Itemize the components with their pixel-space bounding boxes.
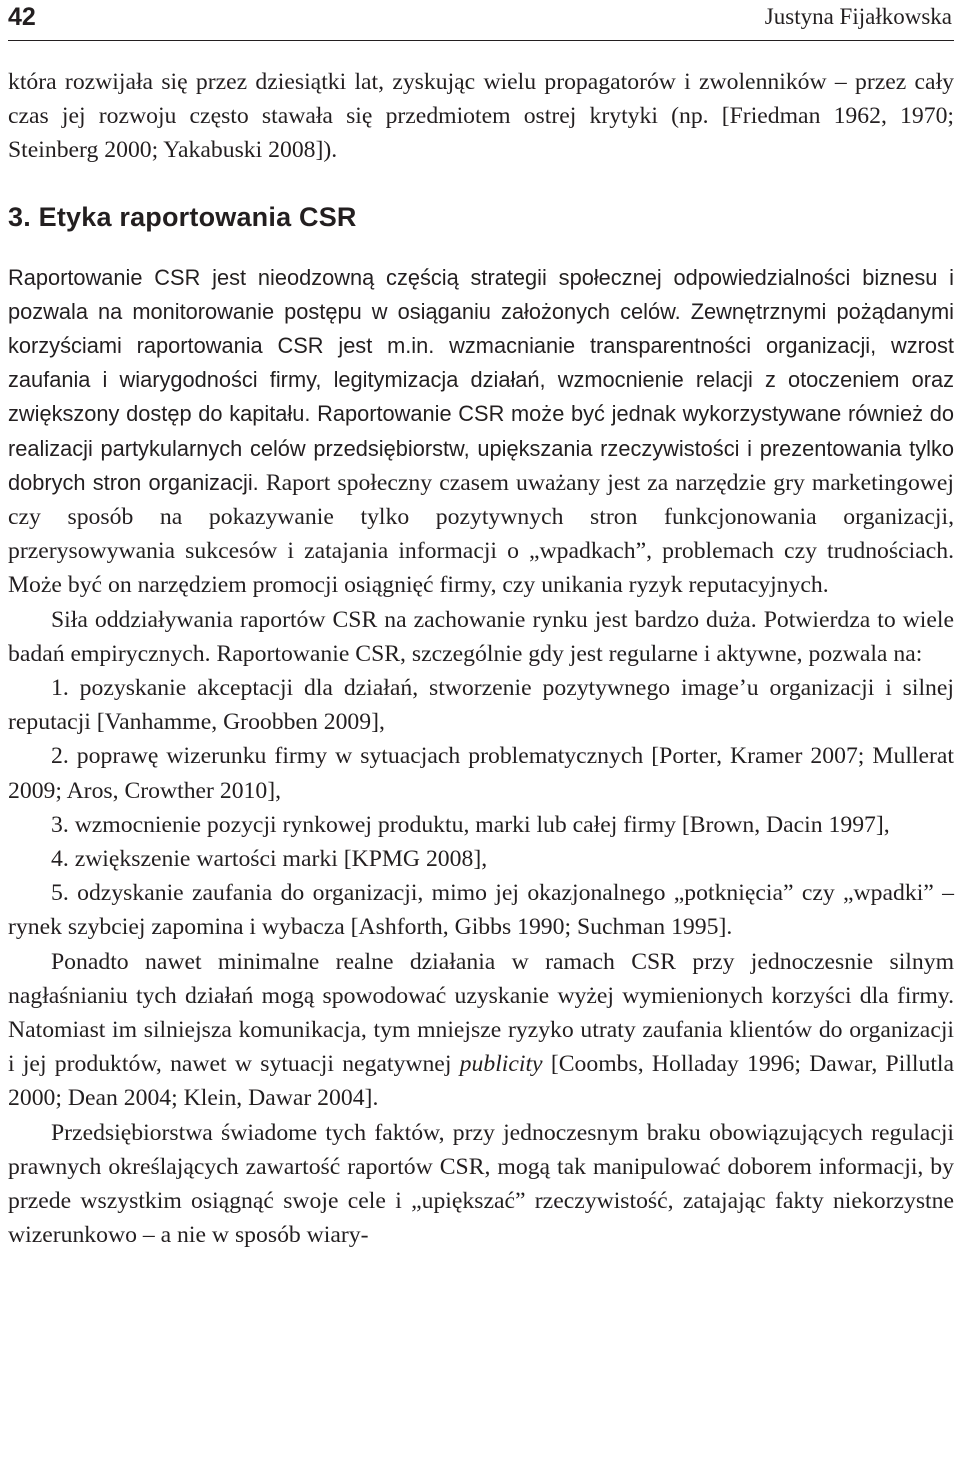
- page-header: [8, 0, 954, 41]
- body-text: [8, 65, 954, 1253]
- running-head-author: Justyna Fijałkowska: [764, 4, 952, 29]
- paragraph-csr-reporting-serif-part: Raport społeczny czasem uważany jest za narzędzie gry marketingowej czy sposób na pokazywanie tylko pozytywnych stron funkcjonowania organizacji, przerysowywania sukcesów i zatajania informacji o „wpadkach”, problemach czy trudnościach. Może być on narzędziem promocji osiągnięć firmy, czy unikania ryzyk reputacyjnych.: [8, 469, 954, 599]
- list-item: 3. wzmocnienie pozycji rynkowej produktu, marki lub całej firmy [Brown, Dacin 1997],: [51, 811, 890, 838]
- list-item: 1. pozyskanie akceptacji dla działań, stworzenie pozytywnego image’u organizacji i silnej reputacji [Vanhamme, Groobben 2009],: [8, 675, 954, 736]
- paragraph-csr-reporting: [8, 261, 954, 603]
- list-item: 4. zwiększenie wartości marki [KPMG 2008],: [51, 846, 488, 873]
- paragraph-csr-reporting-sans-part: Raportowanie CSR jest nieodzowną częścią strategii społecznej odpowiedzialności biznesu i pozwala na monitorowanie postępu w osiąganiu założonych celów. Zewnętrznymi pożądanymi korzyściami raportowania CSR jest m.in. wzmacnianie transparentności organizacji, wzrost zaufania i wiarygodności firmy, legitymizacja działań, wzmocnienie relacji z otoczeniem oraz zwiększony dostęp do kapitału. Raportowanie CSR może być jednak wykorzystywane również do realizacji partykularnych celów przedsiębiorstw, upiększania rzeczywistości i prezentowania tylko dobrych stron organizacji.: [8, 264, 954, 495]
- italic-term: publicity: [459, 1051, 543, 1078]
- page-number: 42: [8, 3, 36, 31]
- paragraph-communication: [8, 945, 954, 1116]
- paragraph-communication-citations: [Coombs, Holladay 1996; Dawar, Pillutla 2000; Dean 2004; Klein, Dawar 2004].: [8, 1051, 954, 1112]
- list-item: 5. odzyskanie zaufania do organizacji, mimo jej okazjonalnego „potknięcia” czy „wpadki” – rynek szybciej zapomina i wybacza [Ashforth, Gibbs 1990; Suchman 1995].: [8, 880, 954, 941]
- list-item: 2. poprawę wizerunku firmy w sytuacjach problematycznych [Porter, Kramer 2007; Mullerat 2009; Aros, Crowther 2010],: [8, 743, 954, 804]
- paragraph-continuation: która rozwijała się przez dziesiątki lat, zyskując wielu propagatorów i zwolenników – przez cały czas jej rozwoju często stawała się przedmiotem ostrej krytyki (np. [Friedman 1962, 1970; Steinberg 2000; Yakabuski 2008]).: [8, 69, 954, 164]
- paragraph-communication-text: Ponadto nawet minimalne realne działania w ramach CSR przy jednoczesnie silnym nagłaśnianiu tych działań mogą spowodować uzyskanie wyżej wymienionych korzyści dla firmy. Natomiast im silniejsza komunikacja, tym mniejsze ryzyko utraty zaufania klientów do organizacji i jej produktów, nawet w sytuacji negatywnej: [8, 948, 954, 1078]
- section-heading: 3. Etyka raportowania CSR: [8, 201, 357, 232]
- paragraph-companies-aware: Przedsiębiorstwa świadome tych faktów, przy jednoczesnym braku obowiązujących regulacji prawnych określających zawartość raportów CSR, mogą tak manipulować doborem informacji, by przede wszystkim osiągnąć swoje cele i „upiększać” rzeczywistość, zatajając fakty niekorzystne wizerunkowo – a nie w sposób wiary-: [8, 1119, 954, 1249]
- paragraph-market-influence: Siła oddziaływania raportów CSR na zachowanie rynku jest bardzo duża. Potwierdza to wiele badań empirycznych. Raportowanie CSR, szczególnie gdy jest regularne i aktywne, pozwala na:: [8, 606, 954, 667]
